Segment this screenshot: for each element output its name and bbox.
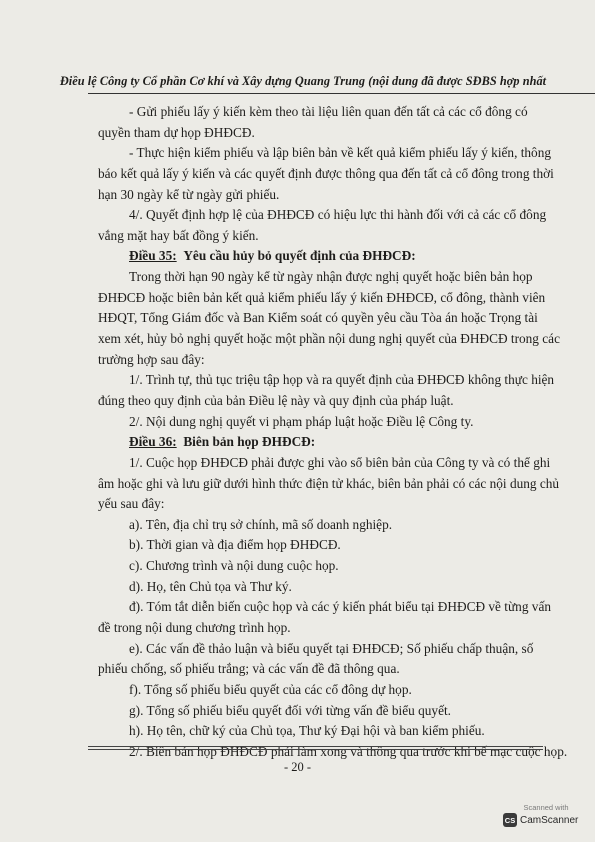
text-line: b). Thời gian và địa điểm họp ĐHĐCĐ. — [129, 537, 341, 553]
text-line: xem xét, hủy bỏ nghị quyết hoặc một phần nội dung nghị quyết của ĐHĐCĐ trong các — [98, 331, 560, 347]
document-body — [98, 102, 595, 763]
article-number: Điều 35: — [129, 248, 177, 264]
text-line: báo kết quả lấy ý kiến và các quyết định được thông qua đến tất cả cổ đông trong thời — [98, 165, 554, 181]
camscanner-logo-icon: CS — [503, 813, 517, 827]
text-line: quyền tham dự họp ĐHĐCĐ. — [98, 124, 255, 140]
article-number: Điều 36: — [129, 434, 177, 450]
header-rule — [88, 93, 595, 94]
text-line: - Thực hiện kiểm phiếu và lập biên bản về kết quả kiểm phiếu lấy ý kiến, thông — [129, 145, 552, 161]
watermark-brand: CamScanner — [520, 814, 579, 826]
text-line: yếu sau đây: — [98, 496, 165, 512]
text-line: 2/. Nội dung nghị quyết vi phạm pháp luật hoặc Điều lệ Công ty. — [129, 413, 474, 429]
text-line: c). Chương trình và nội dung cuộc họp. — [129, 558, 339, 574]
page-number: - 20 - — [283, 760, 312, 774]
text-line: đ). Tóm tắt diễn biến cuộc họp và các ý kiến phát biểu tại ĐHĐCĐ về từng vấn — [129, 599, 552, 615]
text-line: g). Tổng số phiếu biểu quyết đối với từng vấn đề biểu quyết. — [129, 702, 451, 718]
text-line: ĐHĐCĐ hoặc biên bản kết quả kiểm phiếu lấy ý kiến ĐHĐCĐ, cổ đông, thành viên — [98, 289, 546, 305]
text-line: 1/. Cuộc họp ĐHĐCĐ phải được ghi vào sổ biên bản của Công ty và có thể ghi — [129, 454, 551, 470]
text-line: Trong thời hạn 90 ngày kể từ ngày nhận được nghị quyết hoặc biên bản họp — [129, 269, 533, 285]
footer-rule — [88, 746, 543, 747]
text-line: đúng theo quy định của bản Điều lệ này và quy định của pháp luật. — [98, 392, 454, 408]
text-line: h). Họ tên, chữ ký của Chủ tọa, Thư ký Đại hội và ban kiểm phiếu. — [129, 723, 485, 739]
text-line: âm hoặc ghi và lưu giữ dưới hình thức điện tử khác, biên bản phải có các nội dung chủ — [98, 475, 560, 491]
footer-rule-inner — [88, 749, 543, 750]
article-title: Biên bản họp ĐHĐCĐ: — [183, 434, 316, 450]
text-line: hạn 30 ngày kể từ ngày gửi phiếu. — [98, 186, 280, 202]
text-line: trường hợp sau đây: — [98, 351, 205, 367]
text-line: - Gửi phiếu lấy ý kiến kèm theo tài liệu liên quan đến tất cả các cổ đông có — [129, 104, 528, 119]
text-line: phiếu chống, số phiếu trắng; và các vấn đề đã thông qua. — [98, 661, 400, 677]
article-title: Yêu cầu hủy bỏ quyết định của ĐHĐCĐ: — [183, 248, 416, 264]
camscanner-watermark — [503, 803, 589, 827]
text-line: 4/. Quyết định hợp lệ của ĐHĐCĐ có hiệu lực thi hành đối với cả các cổ đông — [129, 207, 547, 223]
text-line: vắng mặt hay bất đồng ý kiến. — [98, 227, 259, 243]
text-line: d). Họ, tên Chủ tọa và Thư ký. — [129, 578, 292, 594]
section-heading — [98, 246, 595, 267]
text-line: a). Tên, địa chỉ trụ sở chính, mã số doanh nghiệp. — [129, 516, 393, 532]
text-line: 1/. Trình tự, thủ tục triệu tập họp và ra quyết định của ĐHĐCĐ không thực hiện — [129, 372, 555, 388]
text-line: đề trong nội dung chương trình họp. — [98, 620, 291, 636]
text-line: 2/. Biên bản họp ĐHĐCĐ phải làm xong và thông qua trước khi bế mạc cuộc họp. — [129, 743, 568, 759]
section-heading — [98, 432, 595, 453]
text-line: e). Các vấn đề thảo luận và biểu quyết tại ĐHĐCĐ; Số phiếu chấp thuận, số — [129, 640, 534, 656]
text-line: f). Tổng số phiếu biểu quyết của các cổ đông dự họp. — [129, 681, 412, 697]
page-header: Điều lệ Công ty Cổ phần Cơ khí và Xây dựng Quang Trung (nội dung đã được SĐBS hợp nhất — [59, 74, 547, 88]
text-line: HĐQT, Tổng Giám đốc và Ban Kiểm soát có quyền yêu cầu Tòa án hoặc Trọng tài — [98, 310, 538, 326]
watermark-caption: Scanned with — [523, 803, 569, 812]
